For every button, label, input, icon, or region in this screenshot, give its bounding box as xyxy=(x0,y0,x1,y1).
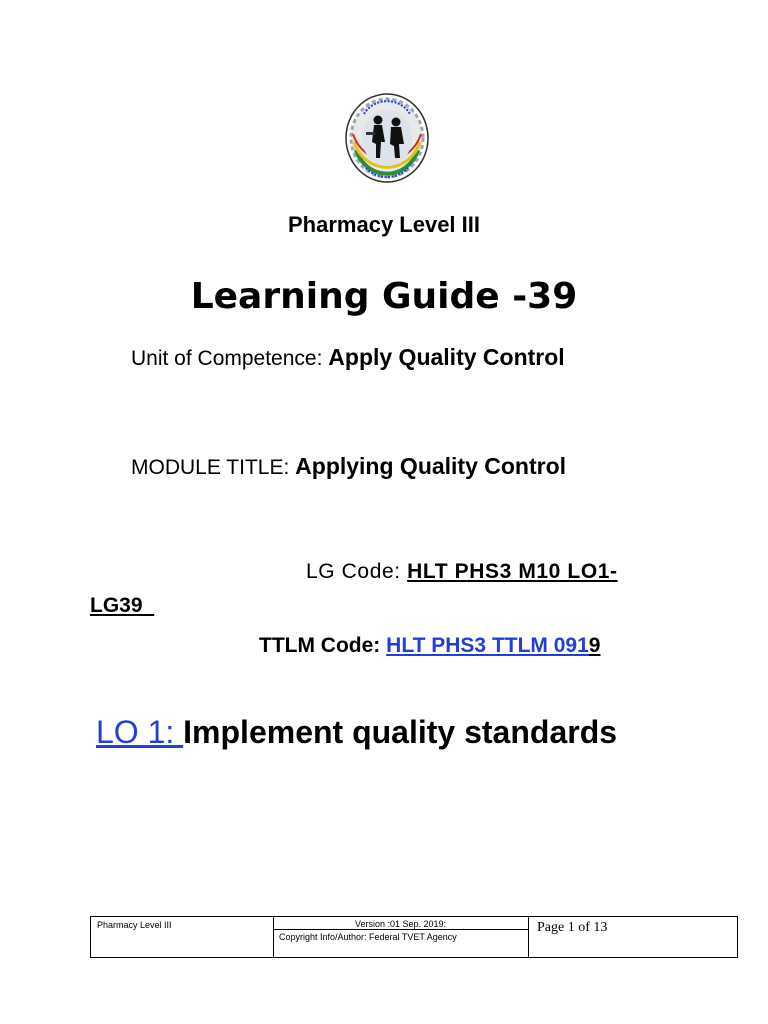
footer-program: Pharmacy Level III xyxy=(97,920,172,930)
federal-tvet-agency-logo xyxy=(344,92,430,184)
ttlm-code-label: TTLM Code: xyxy=(259,634,381,657)
module-label: MODULE TITLE: xyxy=(131,456,290,479)
footer-page-number: Page 1 of 13 xyxy=(537,920,608,935)
footer-version: Version :01 Sep. 2019: xyxy=(354,919,447,929)
learning-outcome-title: Implement quality standards xyxy=(183,714,618,750)
footer-table xyxy=(90,916,738,958)
ttlm-code-tail: 9 xyxy=(588,634,601,657)
program-title: Pharmacy Level III xyxy=(288,212,480,237)
footer-copyright: Copyright Info/Author: Federal TVET Agency xyxy=(279,932,457,942)
module-title xyxy=(131,453,566,480)
lg-code xyxy=(306,560,618,584)
ttlm-code-link[interactable]: HLT PHS3 TTLM 091 xyxy=(386,634,589,657)
footer-divider xyxy=(273,929,528,930)
learning-outcome xyxy=(96,714,617,751)
lg-code-label: LG Code: xyxy=(306,560,401,583)
ttlm-code xyxy=(259,634,600,658)
unit-label: Unit of Competence: xyxy=(131,347,323,370)
learning-outcome-link[interactable]: LO 1: xyxy=(96,714,184,750)
lg-code-value: HLT PHS3 M10 LO1- xyxy=(407,560,618,583)
unit-value: Apply Quality Control xyxy=(328,344,565,370)
guide-title: Learning Guide -39 xyxy=(190,276,578,317)
unit-of-competence xyxy=(131,344,565,371)
lg-code-value-continued: LG39 xyxy=(90,594,155,617)
module-value: Applying Quality Control xyxy=(295,453,567,479)
footer-divider xyxy=(528,917,529,957)
